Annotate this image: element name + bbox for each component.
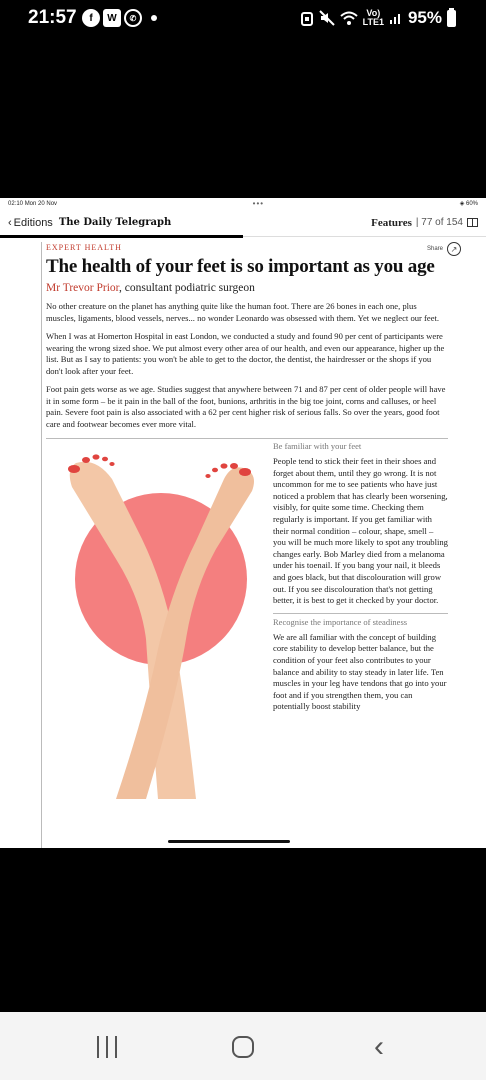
tip-heading-2: Recognise the importance of steadiness [273,613,448,627]
telegraph-logo: The Daily Telegraph [58,217,172,228]
recent-apps-button[interactable] [92,1034,122,1060]
headline: The health of your feet is so important as you age [46,256,435,277]
facebook-icon: f [82,9,100,27]
whatsapp-icon: ✆ [124,9,142,27]
notification-icons [82,9,142,27]
back-chevron-icon: ‹ [374,1030,384,1063]
recents-icon [97,1036,99,1058]
signal-icon [389,11,403,25]
home-button[interactable] [228,1034,258,1060]
volte-indicator: Vo) LTE1 [362,8,384,27]
chevron-left-icon: ‹ [8,216,12,229]
clock: 21:57 [28,7,77,28]
reading-progress-bar [0,235,243,238]
tablet-status-bar: 02:10 Mon 20 Nov ••• ◈ 60% [8,199,478,208]
battery-percent: 95% [407,8,442,27]
tips-column [273,439,448,713]
newspaper-viewer [0,198,486,848]
battery-icon [447,10,456,27]
paragraph-2: When I was at Homerton Hospital in east London, we conducted a study and found 90 per cent of participants were wearing the wrong sized shoe. We put almost every other area of our health, and even our appearance, higher up the list. But as I say to patients: you won't be able to get to the doctor, the dentist, the hairdresser or the shops if you don't look after your feet. [46,331,445,376]
editions-back-button[interactable]: ‹ Editions [8,216,53,229]
more-notifications-dot [151,15,157,21]
word-icon: W [103,9,121,27]
more-dots: ••• [252,199,265,208]
android-navigation-bar [0,1012,486,1080]
article [41,242,458,848]
system-icons [300,8,456,28]
book-icon[interactable] [467,218,478,227]
reader-toolbar [0,209,486,237]
paragraph-3: Foot pain gets worse as we age. Studies suggest that anywhere between 71 and 87 per cent of older people will have it in some form – be it pain in the ball of the foot, bunions, arthritis in the big toe joint, corns and calluses, or heel pain. Severe foot pain is also associated with a 62 per cent higher risk of serious falls. So over the years, good foot care and footwear becomes ever more vital. [46,384,446,429]
status-bar [0,0,486,38]
scroll-indicator[interactable] [168,840,290,843]
crossed-legs-illustration [46,439,272,799]
alarm-icon [300,10,314,26]
section-name: Features [371,216,412,229]
paragraph-1: No other creature on the planet has anything quite like the human foot. There are 26 bones in each one, plus muscles, ligaments, blood vessels, nerves... no wonder Leonardo was obsessed with them. Yet we neglect our feet. [46,301,440,323]
back-button[interactable] [364,1030,394,1063]
page-count: | 77 of 154 [415,217,463,228]
home-icon [232,1036,254,1058]
section-kicker: EXPERT HEALTH [46,243,122,252]
author-name[interactable]: Mr Trevor Prior [46,282,120,294]
share-button[interactable]: Share ↗ [427,242,461,256]
byline [46,282,451,294]
tip-text-1: People tend to stick their feet in their shoes and forget about them, until they go wrong. It is not uncommon for me to see patients who have just noticed a problem that has clearly been worsening, visibly, for quite some time. Checking them regularly is important. If you get familiar with their normal condition – colour, shape, smell – you will be much more likely to spot any troubling changes early. Bob Marley died from a melanoma under his toenail. If you bang your nail, it bleeds and goes black, but that discolouration will grow out. If you see discolouration that's not getting better, it is best to get it checked by your doctor. [273,456,448,606]
page-indicator[interactable] [371,217,478,229]
wifi-icon [340,11,358,25]
mute-icon [319,10,335,26]
tip-text-2: We are all familiar with the concept of building core stability to develop better balance, but the condition of your feet also contributes to your balance and ability to stay steady in later life. Ten muscles in your leg have tendons that go into your foot and if you strengthen them, you can potentially boost stability [273,631,447,712]
tablet-battery: ◈ 60% [459,201,478,207]
share-icon: ↗ [447,242,461,256]
tip-heading-1: Be familiar with your feet [273,441,362,451]
feature-section [46,438,448,798]
author-role: , consultant podiatric surgeon [119,282,255,294]
